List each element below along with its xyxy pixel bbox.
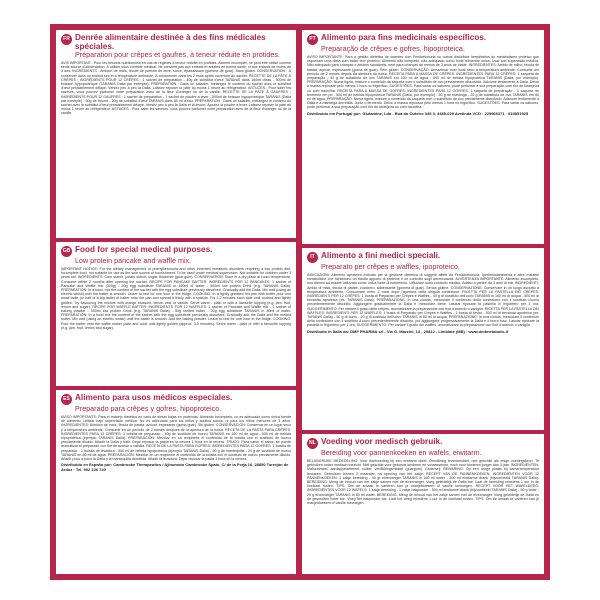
section-it [302,248,544,430]
flag-gb-icon: GB [61,246,72,257]
flag-it-icon: IT [307,252,318,263]
title-pt: Alimento para fins medicinais específicos. [321,33,487,42]
distributor-pt: Distribuído em Portugal por: Glutamine, Lda - Rua do Outeiro 345 3, 4485-029 Avelinda VCD · 229966371 · 919851925 [307,110,529,116]
section-es [56,390,296,574]
title-it: Alimento a fini medici speciali. [321,251,441,260]
title-fr: Denrée alimentaire destinée à des fins médicales spéciales. [75,33,266,51]
package-back-panel [50,24,550,580]
subtitle-nl: Bereiding voor pannenkoeken en wafels, eiwitarm. [321,448,482,457]
title-es: Alimento para usos médicos especiales. [75,393,233,402]
body-pt: AVISO IMPORTANTE: Para a gestão dietética de doentes com Fenilcetonúria ou outros distúrbios hereditários do metabolismo proteico que requeiram uma dieta com baixo teor proteico. Alimento não completo, não adequado como fonte alimentar única. Usar sob supervisão médica. Não adequado para crianças e adultos saudáveis, nem para crianças de menos de 3 anos de idade. INGREDIENTES: Amido de milho, fécula de batata, açúcar, espessante (goma de guar). Sem glúten. CONSERVAÇÃO: Armazenar num local seco à temperatura ambiente. Consumir um período de 2 meses depois da abertura da bolsa. RECEITA PARA A MASSA DE CRÊPES: INGREDIENTES PARA 12 CRÊPES: 1 saqueta de preparação - 40 g de substituto de ovo TARANIS em 160 ml de água - 500 ml de bebida hipoproteica TARANIS (Dalia, por exemplo). PREPARAÇÃO: Numa tigela, misture o conteúdo da saqueta com o substituto de ovo previamente dissolvido. Adicione lentamente a Dalia. Deixe a massa repousar pelo menos 1 hora no frigorífico. SUGESTÕES: Para variar os sabores, pode perfumar a sua preparação com flor de laranjeira ou com baunilha. RECEITA PARA A MASSA DE GOFRES: INGREDIENTES PARA 12 GOFRES: 1 saqueta de preparação - 1 saqueta de fermento em pó - 500 ml de bebida hipoproteica TARANIS (Dalia, por exemplo) - 50 g de manteiga - 20 g de substituto de ovo TARANIS em 80 ml de água. PREPARAÇÃO: Numa tigela, misture o conteúdo da saqueta com o substituto de ovo previamente dissolvido. Adicione lentamente a Dalia e a manteiga derretida. Junte o fermento. Deixe a massa repousar pelo menos 1 hora no frigorífico. SUGESTÕES: Para variar os sabores, pode perfumar a sua preparação com flor de laranjeira ou com baunilha. [307,55,539,110]
flag-pt-icon: PT [307,34,318,45]
section-nl [302,434,544,574]
subtitle-es: Preparado para crêpes y gofres, hipoproteico. [75,404,222,413]
section-pt [302,30,544,244]
flag-nl-icon: NL [307,438,318,449]
body-gb: IMPORTANT NOTICE: For the dietary management of phenylketonuria and other inherited metabolic disorders requiring a low protein diet. Incomplete food, not suitable for use as the sole source of nourishment. To be used under medical supervision. Not suitable for children under 3 years old. INGREDIENTS: Corn starch, potato starch, sugar, thickener (guar gum). CONSERVATION: Store in a dry place at room temperature. Consume within 2 months after opening the sachet. RECIPE FOR PANCAKE BATTER: INGREDIENTS FOR 12 PANCAKES: 1 sachet of Pancake and Waffle mix (300g) - 40g egg substitute TARANIS in 160ml of water - 500ml low protein Drink (e.g. TARANIS Dalia). PREPARATION: In a bowl, mix the content of the sachet with the egg substitute previously dissolved. Gradually add the Dalia. Mix well (using an electric whisk) until the batter is smooth. Leave to rest for one hour in the fridge. COOKING: In a lightly greased hot pan with butter pour one small ladle (or half of a big ladle) of batter onto the pan and spread it thinly with a spatula. Fry 1-2 minutes each side until cooked and lightly golden. Try flavouring the mixture with orange blossom, lemon zest or vanilla. Serve warm - plain or with a favourite topping (e.g. jam, fruit, lemon and sugar). RECIPE FOR WAFFLE BATTER: INGREDIENTS FOR 12 WAFFLES: 1 sachet of Pancake and Waffle mix - 1 sachet of baking powder - 500ml low protein Drink (e.g. TARANIS Dalia) - 50g melted butter - 20g egg substitute TARANIS in 80ml of water. PREPARATION: In a bowl mix the content of the sachet with the egg substitute previously dissolved. Gradually add the Dalia and the melted butter. Mix well (using an electric whisk) until the batter is smooth. Add the baking powder. Leave to rest for one hour in the fridge. COOKING: Pour the batter onto the waffle maker plate and cook until lightly golden (approx. 3-5 minutes). Serve warm - plain or with a favourite topping (e.g. jam, fruit, lemon and sugar). [61,267,291,330]
flag-es-icon: ES [61,394,72,405]
body-nl: BELANGRIJKE MEDEDELING: Voor doelvoeding bij een eiwitarm dieet. Onvolledig levensmiddel, niet geschikt als enige voedingsbron. Te gebruiken onder medisch toezicht. Niet geschikt voor gezonde kinderen en volwassenen, noch voor kinderen jonger dan 3 jaar. INGREDIËNTEN: Maïszetmeel, aardappelzetmeel, suiker, verdikkingsmiddel (guargom). Glutenvrij. BEWARING: Op een droge plaats bij kamertemperatuur bewaren. Gebruiken binnen 2 maanden na opening van het zakje. RECEPT VAN DE PANNENKOEKEN: INGREDIËNTEN VOOR 12 PANNENKOEKEN: 1 zakje bereiding - 40 gr eivervanger TARANIS in 160 ml water - 500 ml eiwitarme drank (bijvoorbeeld TARANIS Dalia). BEREIDING: Meng de inhoud van het zakje samen met de eivervanger. Voeg geleidelijk de Dalia toe. Laat de bereiding minstens 1 uur in de koelkast rusten. TIPS: Om de smaak te variëren kan je oranjebloesem of vanille toevoegen. RECEPT VOOR HET WAFELDEEG: INGREDIËNTEN VOOR 12 WAFELS: 1 zakje bereiding - 1 zakje bakpoeder - 500 ml eiwitarme drank (bijvoorbeeld TARANIS Dalia) - 50 g boter - 20 g eivervanger TARANIS in 80 ml water. BEREIDING: Meng de inhoud van het zakje samen met de eivervanger. Voeg geleidelijk de Dalia en de gesmolten boter toe. Voeg het bakpoeder toe. Laat het deeg minstens 1 uur in de koelkast rusten. TIPS: Om de smaak te variëren kan je oranjebloesem of vanille toevoegen. [307,459,539,506]
subtitle-it: Preparato per crêpes e waffles, ipoproteico. [321,262,460,271]
body-es: AVISO IMPORTANTE: Para el manejo dietético en caso de dietas bajas en proteínas. Alimento incompleto, no es adecuado como única fuente de alimento. Utilizar bajo supervisión médica. No es adecuado para los niños y adultos sanos, ni para los niños menores de 3 años. INGREDIENTES: Almidón de maíz, fécula de patata, azúcar, espesante (goma guar). Sin gluten. CONSERVACIÓN: Conservar en un lugar seco y a temperatura ambiente. Consumir en un periodo de 2 meses después de la apertura de la bolsa. RECETA DE LA PASTA PARA CRÊPES: INGREDIENTES PARA 12 CRÊPES: 1 bolsita de preparado - 40g de sustituto de huevo TARANIS en 160 ml de agua - 500 ml de bebida hipoproteica (ejemplo TARANIS Dalia). PREPARACIÓN: Mezclar en un recipiente el contenido de la bolsita con el sustituto de huevo previamente diluido. Añadir la Dalia y batir. Dejar reposar la pasta en la nevera 1 hora en la nevera. TRUCO: Para variar el sabor, se puede aromatizar el preparado con flor de azahar o vainilla. RECETA DE LA PASTA PARA GOFRES: INGREDIENTES PARA 12 GOFRES: 1 bolsita de preparado - 1 bolsita de levadura - 500 ml de bebida hipoproteica (ejemplo TARANIS Dalia) - 50 g de mantequilla - 20 g de sustituto de huevo TARANIS en 80 ml de agua. PREPARACIÓN: Mezclar en un recipiente el contenido de la bolsita con el sustituto de huevo previamente diluido. Añadir poco a poco la Dalia y la mantequilla derretida. Añadir la levadura. Dejar reposar la pasta 1 hora en la nevera. [61,415,291,462]
section-fr [56,30,296,238]
subtitle-pt: Preparação de crêpes e gofres, hipoproteica. [321,44,465,53]
flag-fr-icon: FR [61,34,72,45]
distributor-it: Distribuito in Italia da: DMF PHARMA srl - Via G. Mazzini, 13 - 20812 - Limbiate (MB) · www.dmfmetabolic.it [307,328,509,334]
title-nl: Voeding voor medisch gebruik. [321,437,443,446]
distributor-es: Distribuido en España por: Cambrooke Therapeutics / Ajinomoto Cambrooke Spain, C/ de la Forja 16, 28850 Torrejón de Ardoz · Tel. 902 106 740 [61,462,289,472]
body-it: INDICAZIONI: Alimento aproteico indicato per la gestione dietetica di soggetti affetti da Fenilchetonuria, Iperfenilalaninemia e altre malattie metaboliche che richiedono un ridotto apporto di proteine e un controllo sugli amminoacidi. AVVERTENZA IMPORTANTE: Alimento incompleto, non idoneo ad essere utilizzato come unica fonte di nutrimento. Utilizzare sotto controllo medico. Adatto a partire da 3 anni di età. INGREDIENTI: Amido di mais, fecola di patate, zucchero, addensante (gomma di guar). Senza glutine. CONSERVAZIONE: Conservare in un luogo asciutto a temperatura ambiente. Consumare entro 2 mesi dopo l'apertura della singola confezione. RICETTA PER LA PASTELLA DEI CRÊPES: INGREDIENTI PER 12 CRÊPES: 1 busta di Preparato per Crêpes e Waffles - 40 g di sostituto dell'uovo TARANIS in 160 ml di acqua - 500 ml di bevanda aproteica (es. TARANIS Dalia). PREPARAZIONE: In una ciotola, mescolare il contenuto della confezione con il sostituto d'uovo precedentemente disciolto. Aggiungere gradualmente la Dalia e mescolare bene. Lasciar riposare la pastella in frigorifero per 1 ora. SUGGERIMENTO: Per variare il gusto delle crêpes, aromatizzare la preparazione con fiori d'arancio o vaniglia. RICETTA PER LA PASTELLA DEI WAFFLES: INGREDIENTI PER 12 WAFFLES: 1 busta di Preparato per Crêpes e Waffles - 1 busta di lievito - 500 ml di bevanda aproteica (es. TARANIS Dalia) - 50 g di burro - 20 g di sostituto dell'uovo TARANIS in 80 ml di acqua. PREPARAZIONE: In una ciotola, mescolare il contenuto della confezione con il sostituto d'uovo precedentemente disciolto, poi aggiungere progressivamente la Dalia e il burro fuso. Lasciar riposare la pastella in frigorifero per 1 ora. SUGGERIMENTO: Per variare il gusto dei waffles, aromatizzare la preparazione con fiori d'arancio o vaniglia. [307,273,539,328]
subtitle-gb: Low protein pancake and waffle mix. [75,256,192,265]
title-gb: Food for special medical purposes. [75,245,213,254]
section-gb [56,242,296,386]
subtitle-fr: Préparation pour crêpes et gaufres, à teneur réduite en protides. [75,50,280,59]
body-fr: AVIS IMPORTANT : Pour les besoins nutritionnels en cas de régimes à teneur réduite en protides. Aliment incomplet, ne peut être utilisé comme seule source d'alimentation. À utiliser sous contrôle médical. Ne convient pas aux enfants et adultes en bonne santé, ni aux enfants de moins de 3 ans. INGRÉDIENTS : Amidon de maïs, fécule de pomme de terre, sucre, épaississant (gomme de guar). Sans gluten. CONSERVATION : À conserver dans un endroit sec et à température ambiante. À consommer dans les 2 mois après ouverture du sachet. RECETTE DE LA PÂTE À CRÊPES : INGRÉDIENTS POUR 12 CRÊPES : 1 sachet de préparation - 40g de substitut d'œuf TARANIS dans 160ml d'eau - 500ml de boisson hypoprotéique (TARANIS Dalia par exemple). PRÉPARATION : Dans un saladier, mélangez le contenu du sachet avec le substitut d'œuf préalablement délayé. Versez peu à peu la Dalia. Laissez reposer la pâte au moins 1 heure au réfrigérateur. ASTUCES : Pour saler les saveurs, vous pouvez parfumer votre préparation avec de la fleur d'oranger ou de la vanille. RECETTE DE LA PÂTE À GAUFRES : INGRÉDIENTS POUR 12 GAUFRES : 1 sachet de préparation - 1 sachet de poudre à lever - 500ml de boisson hypoprotéique TARANIS (Dalia par exemple) - 50g de beurre - 20g de substitut d'œuf TARANIS dans 80 ml d'eau. PRÉPARATION : Dans un saladier, mélangez le contenu du sachet avec le substitut d'œuf préalablement délayé. Versez peu à peu la Dalia et la levure. Ajoutez la poudre à lever. Laissez reposer la pâte au moins 1 heure au réfrigérateur. ASTUCES : Pour saler les saveurs, vous pouvez parfumer votre préparation avec de la fleur d'oranger ou de la vanille. [61,61,291,116]
